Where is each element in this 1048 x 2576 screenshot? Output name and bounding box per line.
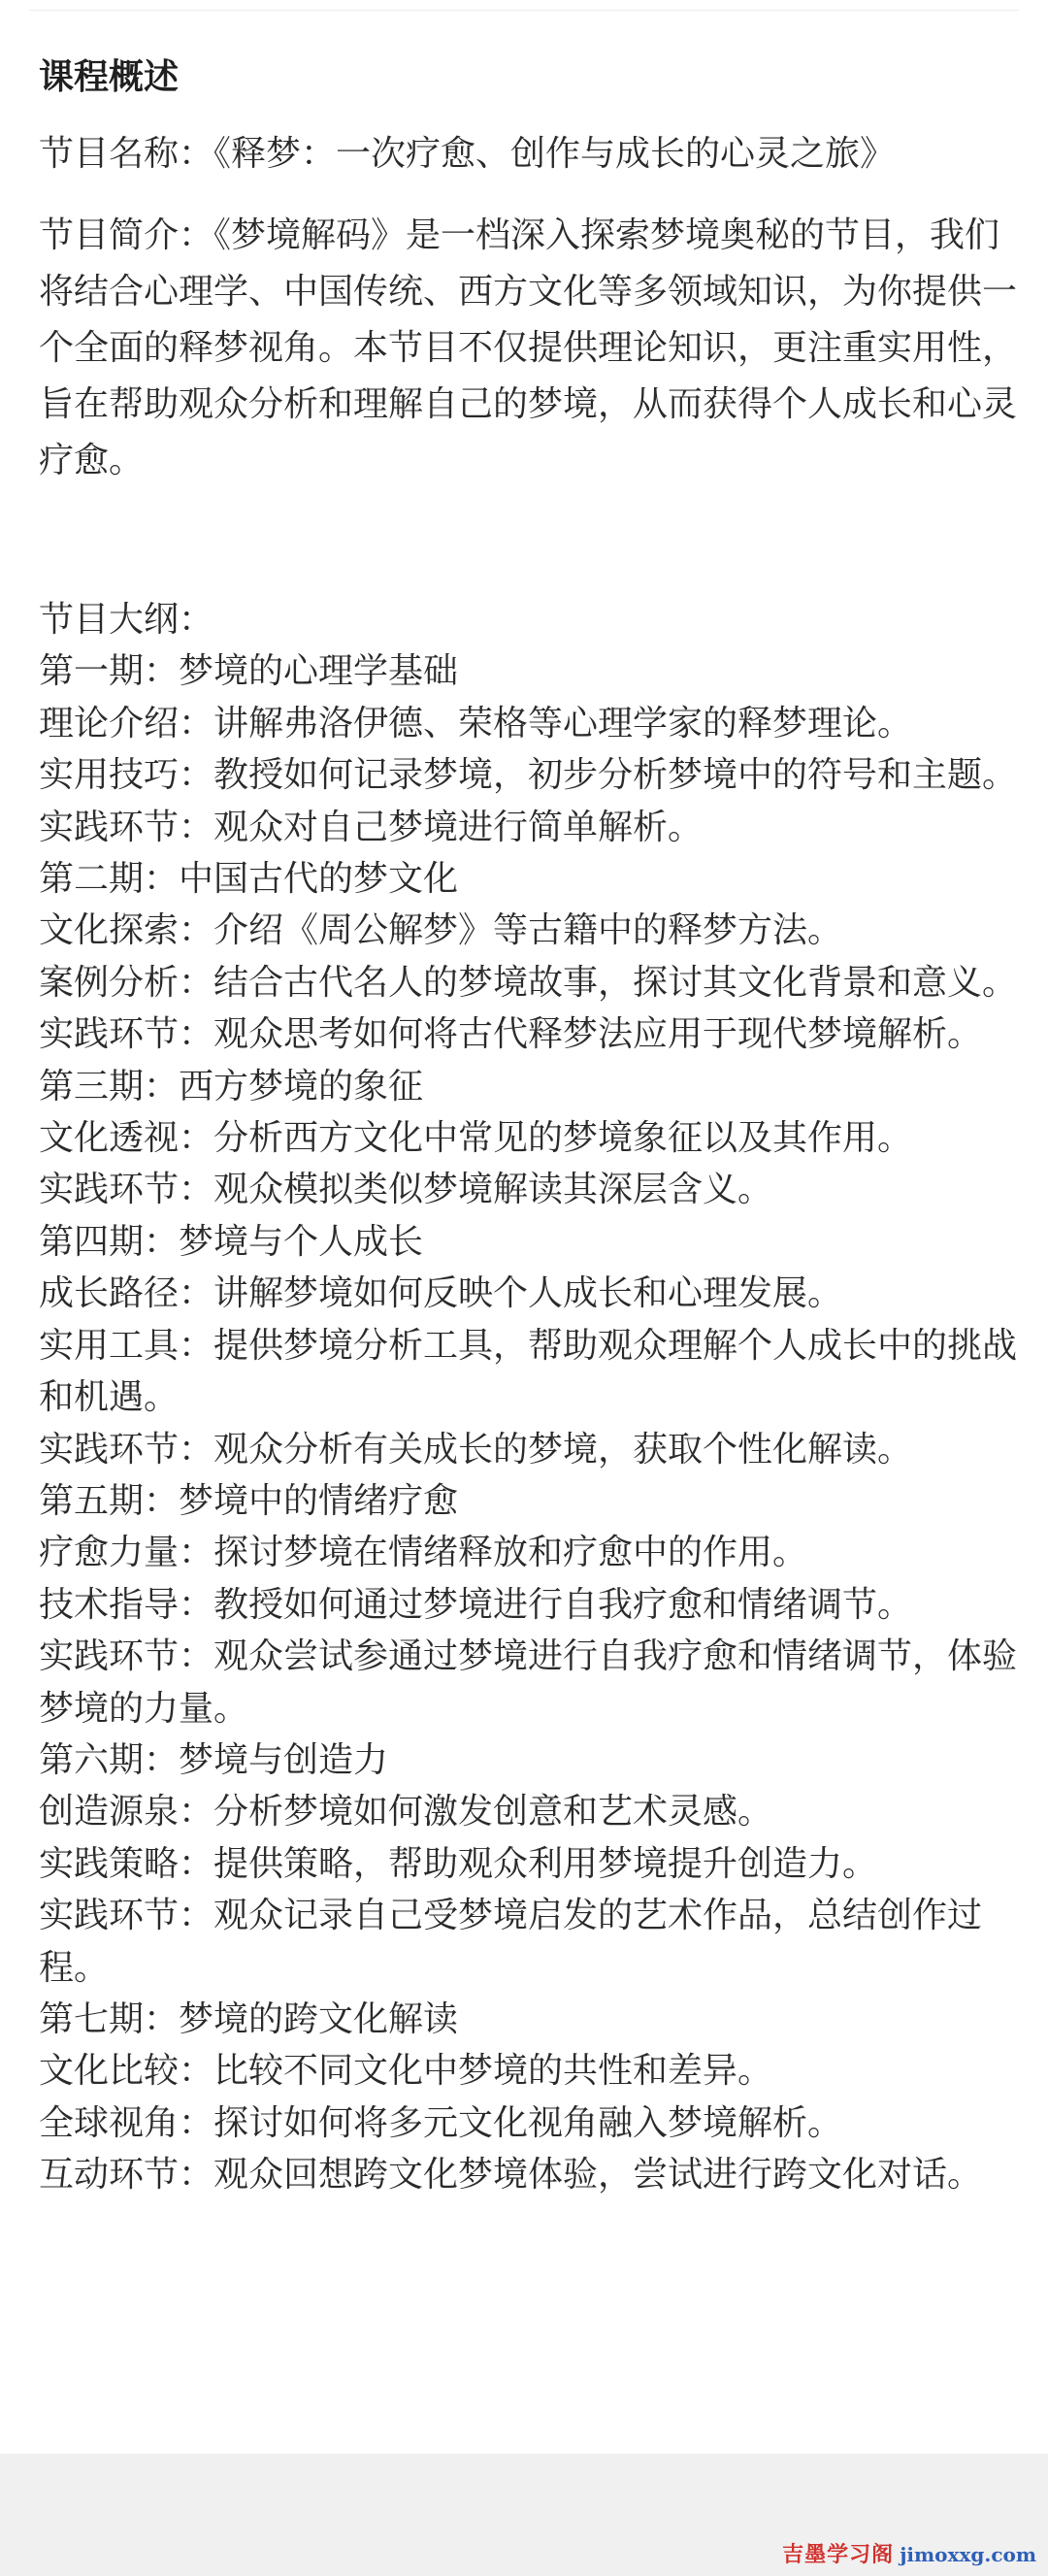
outline-item: 实践环节：观众记录自己受梦境启发的艺术作品，总结创作过程。 bbox=[39, 1896, 983, 1988]
outline-item: 文化探索：介绍《周公解梦》等古籍中的释梦方法。 bbox=[39, 910, 843, 951]
outline-item: 实践环节：观众尝试参通过梦境进行自我疗愈和情绪调节，体验梦境的力量。 bbox=[39, 1636, 1018, 1729]
outline-item: 技术指导：教授如何通过梦境进行自我疗愈和情绪调节。 bbox=[39, 1584, 913, 1625]
program-intro: 节目简介：《梦境解码》是一档深入探索梦境奥秘的节目，我们将结合心理学、中国传统、西方文化等多领域知识，为你提供一个全面的释梦视角。本节目不仅提供理论知识，更注重实用性，旨在帮助观众分析和理解自己的梦境，从而获得个人成长和心灵疗愈。 bbox=[39, 215, 1018, 480]
outline-item: 理论介绍：讲解弗洛伊德、荣格等心理学家的释梦理论。 bbox=[39, 703, 913, 743]
outline-episode-title: 第七期：梦境的跨文化解读 bbox=[39, 1998, 459, 2039]
outline-item: 文化透视：分析西方文化中常见的梦境象征以及其作用。 bbox=[39, 1118, 913, 1159]
outline-item: 实践环节：观众模拟类似梦境解读其深层含义。 bbox=[39, 1170, 773, 1210]
outline-episode-title: 第一期：梦境的心理学基础 bbox=[39, 651, 459, 692]
outline-item: 实用工具：提供梦境分析工具，帮助观众理解个人成长中的挑战和机遇。 bbox=[39, 1325, 1018, 1418]
outline-episode-title: 第六期：梦境与创造力 bbox=[39, 1739, 389, 1780]
outline-item: 疗愈力量：探讨梦境在情绪释放和疗愈中的作用。 bbox=[39, 1533, 808, 1573]
section-title: 课程概述 bbox=[39, 57, 180, 97]
outline-episode-title: 第三期：西方梦境的象征 bbox=[39, 1066, 424, 1106]
watermark-text-en: jimoxxg.com bbox=[900, 2543, 1036, 2566]
top-divider bbox=[29, 10, 1019, 11]
outline-episode-title: 第四期：梦境与个人成长 bbox=[39, 1221, 424, 1262]
footer-bar bbox=[0, 2454, 1048, 2576]
watermark bbox=[782, 2538, 1036, 2568]
outline-item: 实践环节：观众对自己梦境进行简单解析。 bbox=[39, 807, 704, 847]
outline-item: 互动环节：观众回想跨文化梦境体验，尝试进行跨文化对话。 bbox=[39, 2155, 983, 2196]
outline-heading: 节目大纲： bbox=[39, 600, 214, 640]
article-body bbox=[39, 50, 1019, 2201]
outline-item: 实践环节：观众思考如何将古代释梦法应用于现代梦境解析。 bbox=[39, 1014, 983, 1055]
program-name: 节目名称：《释梦：一次疗愈、创作与成长的心灵之旅》 bbox=[39, 134, 896, 174]
outline-item: 实践策略：提供策略，帮助观众利用梦境提升创造力。 bbox=[39, 1843, 878, 1884]
outline-episode-title: 第二期：中国古代的梦文化 bbox=[39, 859, 459, 900]
outline-item: 文化比较：比较不同文化中梦境的共性和差异。 bbox=[39, 2051, 773, 2092]
outline-episode-title: 第五期：梦境中的情绪疗愈 bbox=[39, 1480, 459, 1521]
outline-item: 创造源泉：分析梦境如何激发创意和艺术灵感。 bbox=[39, 1792, 773, 1833]
outline-item: 全球视角：探讨如何将多元文化视角融入梦境解析。 bbox=[39, 2102, 843, 2143]
outline-item: 实践环节：观众分析有关成长的梦境，获取个性化解读。 bbox=[39, 1429, 913, 1470]
outline-item: 实用技巧：教授如何记录梦境，初步分析梦境中的符号和主题。 bbox=[39, 755, 1018, 796]
watermark-text-cn: 吉墨学习阁 bbox=[782, 2543, 895, 2567]
outline-item: 案例分析：结合古代名人的梦境故事，探讨其文化背景和意义。 bbox=[39, 962, 1018, 1003]
outline-item: 成长路径：讲解梦境如何反映个人成长和心理发展。 bbox=[39, 1273, 843, 1314]
